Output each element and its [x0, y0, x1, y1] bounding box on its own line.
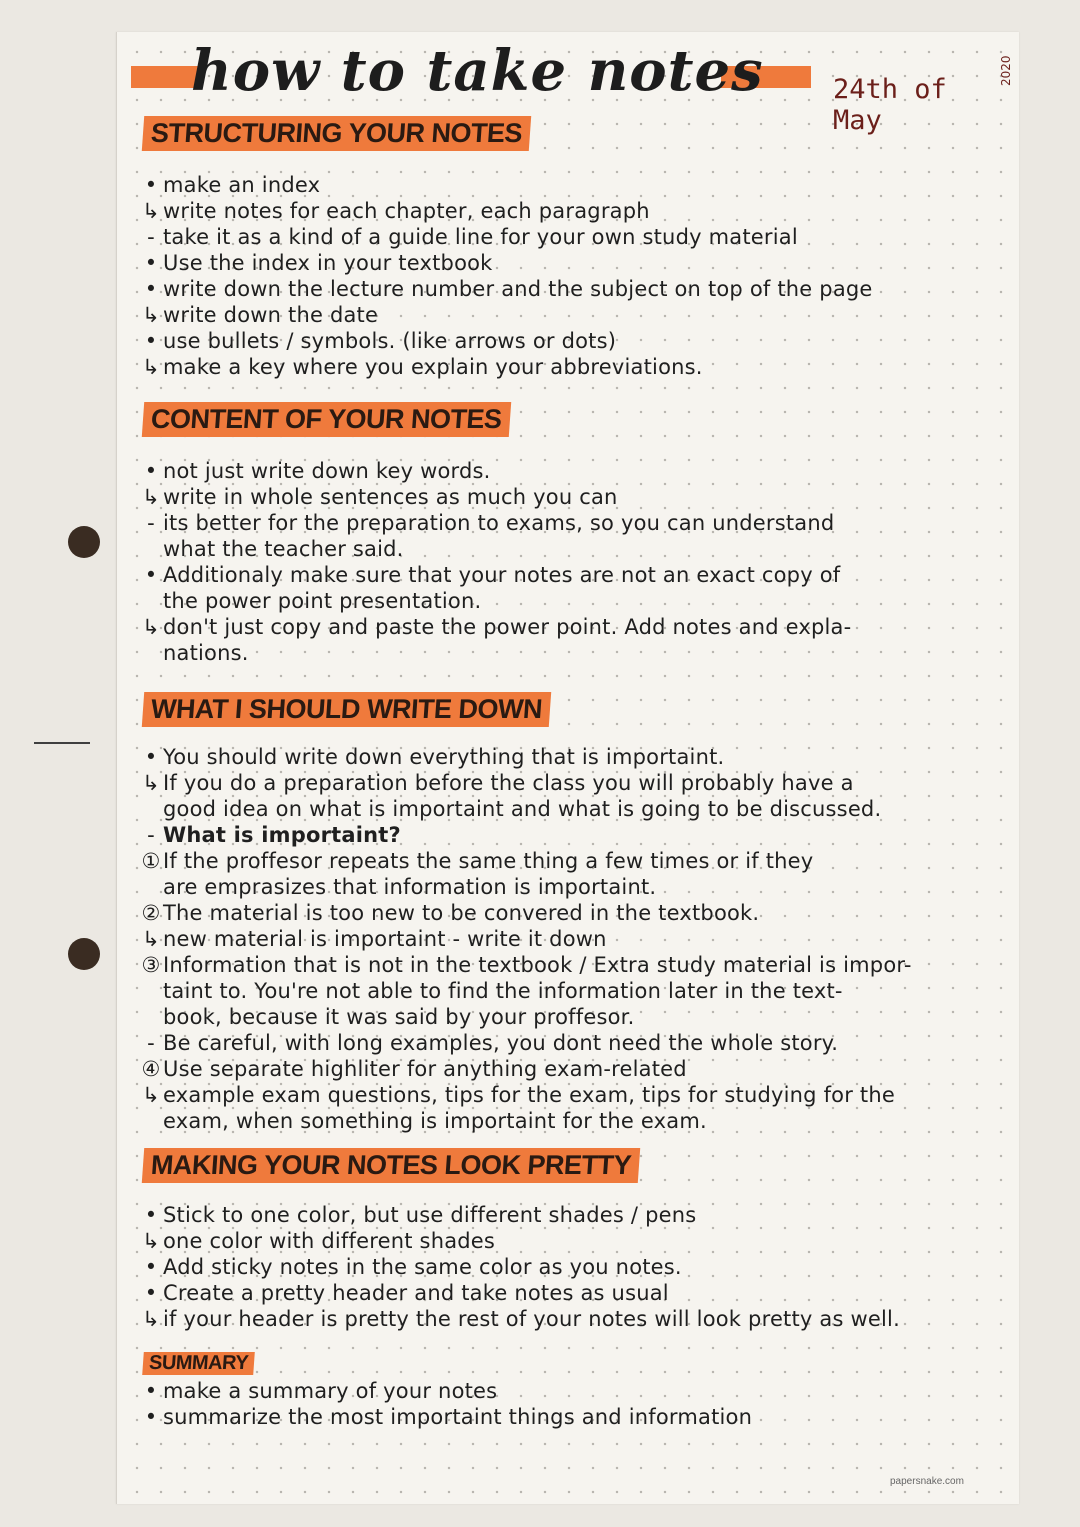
note-text: Stick to one color, but use different shades / pens [163, 1203, 697, 1227]
binder-hole-top [68, 526, 100, 558]
bullet-marker: • [144, 251, 158, 275]
arrow-marker: ↳ [142, 303, 160, 327]
page-title: how to take notes [191, 38, 764, 104]
note-text: write notes for each chapter, each paragraph [163, 199, 650, 223]
note-line [139, 1202, 1011, 1228]
note-line [139, 198, 1011, 224]
arrow-marker: ↳ [142, 355, 160, 379]
note-text: Additionaly make sure that your notes are not an exact copy of [163, 563, 841, 587]
section-body-content [139, 458, 1011, 666]
note-text: use bullets / symbols. (like arrows or dots) [163, 329, 617, 353]
note-text: The material is too new to be convered in the textbook. [163, 901, 760, 925]
note-text: nations. [163, 641, 249, 665]
arrow-marker: ↳ [142, 199, 160, 223]
arrow-marker: ↳ [142, 771, 160, 795]
note-line [139, 588, 1011, 614]
note-line [139, 822, 1011, 848]
note-line [139, 952, 1011, 978]
note-line [139, 354, 1011, 380]
note-text: Information that is not in the textbook / Extra study material is impor- [163, 953, 912, 977]
note-line [139, 1306, 1011, 1332]
note-line [139, 1030, 1011, 1056]
date-vertical: 2020 [999, 55, 1013, 86]
number-one-marker: ① [141, 849, 161, 873]
note-line [139, 926, 1011, 952]
note-line [139, 1280, 1011, 1306]
note-text: If the proffesor repeats the same thing a few times or if they [163, 849, 814, 873]
note-line [139, 1056, 1011, 1082]
note-text: Create a pretty header and take notes as usual [163, 1281, 669, 1305]
note-line [139, 1108, 1011, 1134]
section-body-pretty [139, 1202, 1011, 1332]
note-text: write in whole sentences as much you can [163, 485, 618, 509]
number-four-marker: ④ [141, 1057, 161, 1081]
note-text: Use separate highliter for anything exam-related [163, 1057, 687, 1081]
arrow-marker: ↳ [142, 615, 160, 639]
section-body-what-to-write [139, 744, 1011, 1134]
note-line [139, 978, 1011, 1004]
note-line [139, 1404, 1011, 1430]
note-text: exam, when something is importaint for the exam. [163, 1109, 707, 1133]
note-line [139, 744, 1011, 770]
bullet-marker: • [144, 1405, 158, 1429]
date-label: 24th of May [833, 74, 947, 136]
note-line [139, 1228, 1011, 1254]
note-text: If you do a preparation before the class you will probably have a [163, 771, 854, 795]
bullet-marker: • [144, 745, 158, 769]
dash-marker: - [147, 823, 155, 847]
note-text: take it as a kind of a guide line for your own study material [163, 225, 798, 249]
note-text: new material is importaint - write it down [163, 927, 607, 951]
note-line [139, 1082, 1011, 1108]
bullet-marker: • [144, 1203, 158, 1227]
note-text: You should write down everything that is importaint. [163, 745, 725, 769]
note-text: book, because it was said by your proffesor. [163, 1005, 635, 1029]
note-text: are emprasizes that information is importaint. [163, 875, 657, 899]
bullet-marker: • [144, 277, 158, 301]
note-line [139, 276, 1011, 302]
note-line [139, 536, 1011, 562]
dash-marker: - [147, 225, 155, 249]
note-line [139, 302, 1011, 328]
notebook-page [116, 32, 1019, 1504]
number-two-marker: ② [141, 901, 161, 925]
note-text: what the teacher said. [163, 537, 404, 561]
note-line [139, 874, 1011, 900]
note-line [139, 328, 1011, 354]
note-text: write down the lecture number and the subject on top of the page [163, 277, 873, 301]
section-heading-summary: SUMMARY [142, 1352, 255, 1375]
section-heading-structuring: STRUCTURING YOUR NOTES [142, 116, 531, 151]
note-text: example exam questions, tips for the exam, tips for studying for the [163, 1083, 895, 1107]
note-line [139, 770, 1011, 796]
note-line [139, 172, 1011, 198]
note-line [139, 224, 1011, 250]
note-text: not just write down key words. [163, 459, 491, 483]
section-heading-what-to-write: WHAT I SHOULD WRITE DOWN [142, 692, 551, 727]
note-text: What is importaint? [163, 823, 401, 847]
note-text: make an index [163, 173, 321, 197]
note-text: taint to. You're not able to find the information later in the text- [163, 979, 843, 1003]
watermark-footer: papersnake.com [890, 1476, 964, 1487]
note-line [139, 562, 1011, 588]
bullet-marker: • [144, 459, 158, 483]
bullet-marker: • [144, 173, 158, 197]
note-text: don't just copy and paste the power point. Add notes and expla- [163, 615, 852, 639]
arrow-marker: ↳ [142, 485, 160, 509]
bullet-marker: • [144, 563, 158, 587]
note-text: if your header is pretty the rest of your notes will look pretty as well. [163, 1307, 900, 1331]
note-line [139, 1254, 1011, 1280]
arrow-marker: ↳ [142, 1083, 160, 1107]
dash-marker: - [147, 1031, 155, 1055]
bullet-marker: • [144, 329, 158, 353]
binder-hole-bottom [68, 938, 100, 970]
note-text: make a key where you explain your abbreviations. [163, 355, 703, 379]
bullet-marker: • [144, 1255, 158, 1279]
note-text: the power point presentation. [163, 589, 482, 613]
number-three-marker: ③ [141, 953, 161, 977]
note-line [139, 250, 1011, 276]
section-body-structuring [139, 172, 1011, 380]
note-text: good idea on what is importaint and what is going to be discussed. [163, 797, 882, 821]
note-line [139, 614, 1011, 640]
note-text: its better for the preparation to exams, so you can understand [163, 511, 835, 535]
note-text: make a summary of your notes [163, 1379, 498, 1403]
arrow-marker: ↳ [142, 1307, 160, 1331]
note-line [139, 1004, 1011, 1030]
section-body-summary [139, 1378, 1011, 1430]
note-line [139, 484, 1011, 510]
note-text: summarize the most importaint things and information [163, 1405, 753, 1429]
note-line [139, 796, 1011, 822]
margin-line [34, 742, 90, 744]
bullet-marker: • [144, 1281, 158, 1305]
arrow-marker: ↳ [142, 1229, 160, 1253]
note-text: write down the date [163, 303, 379, 327]
note-line [139, 510, 1011, 536]
note-text: Be careful, with long examples, you dont need the whole story. [163, 1031, 839, 1055]
note-line [139, 1378, 1011, 1404]
section-heading-pretty: MAKING YOUR NOTES LOOK PRETTY [142, 1148, 640, 1183]
section-heading-content: CONTENT OF YOUR NOTES [142, 402, 511, 437]
note-text: Add sticky notes in the same color as you notes. [163, 1255, 682, 1279]
bullet-marker: • [144, 1379, 158, 1403]
note-line [139, 640, 1011, 666]
note-text: Use the index in your textbook [163, 251, 493, 275]
arrow-marker: ↳ [142, 927, 160, 951]
dash-marker: - [147, 511, 155, 535]
note-line [139, 848, 1011, 874]
note-text: one color with different shades [163, 1229, 496, 1253]
note-line [139, 900, 1011, 926]
note-line [139, 458, 1011, 484]
